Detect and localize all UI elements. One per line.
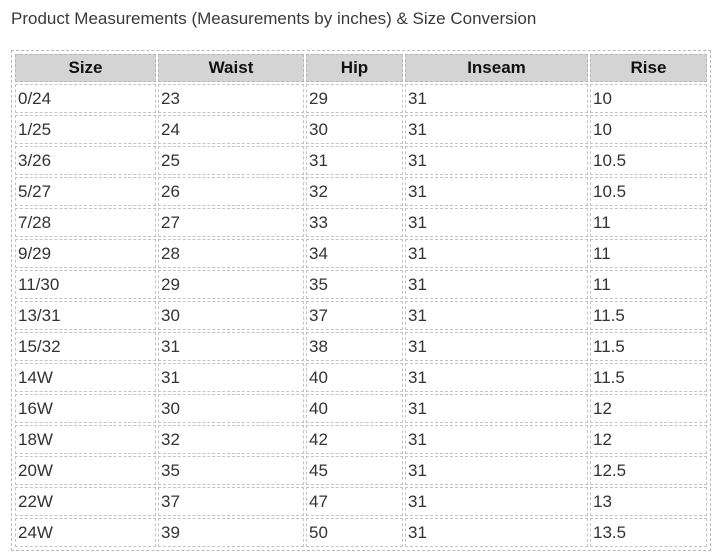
table-row xyxy=(15,208,707,237)
cell-size: 20W xyxy=(15,456,156,485)
header-row xyxy=(15,54,707,82)
cell-inseam: 31 xyxy=(405,270,588,299)
cell-size: 24W xyxy=(15,518,156,547)
cell-hip: 31 xyxy=(306,146,403,175)
cell-inseam: 31 xyxy=(405,456,588,485)
cell-rise: 13 xyxy=(590,487,707,516)
cell-waist: 37 xyxy=(158,487,304,516)
cell-hip: 42 xyxy=(306,425,403,454)
cell-rise: 10.5 xyxy=(590,177,707,206)
cell-waist: 31 xyxy=(158,332,304,361)
cell-rise: 11 xyxy=(590,270,707,299)
cell-size: 0/24 xyxy=(15,84,156,113)
cell-size: 18W xyxy=(15,425,156,454)
cell-inseam: 31 xyxy=(405,177,588,206)
cell-hip: 50 xyxy=(306,518,403,547)
cell-inseam: 31 xyxy=(405,487,588,516)
cell-inseam: 31 xyxy=(405,425,588,454)
cell-waist: 29 xyxy=(158,270,304,299)
cell-hip: 40 xyxy=(306,394,403,423)
table-row xyxy=(15,115,707,144)
cell-inseam: 31 xyxy=(405,239,588,268)
table-row xyxy=(15,518,707,547)
cell-hip: 37 xyxy=(306,301,403,330)
cell-inseam: 31 xyxy=(405,208,588,237)
cell-rise: 10 xyxy=(590,115,707,144)
cell-rise: 11.5 xyxy=(590,301,707,330)
column-header-size: Size xyxy=(15,54,156,82)
table-row xyxy=(15,239,707,268)
cell-waist: 23 xyxy=(158,84,304,113)
cell-rise: 11 xyxy=(590,239,707,268)
cell-size: 15/32 xyxy=(15,332,156,361)
cell-size: 1/25 xyxy=(15,115,156,144)
cell-inseam: 31 xyxy=(405,84,588,113)
column-header-rise: Rise xyxy=(590,54,707,82)
cell-waist: 32 xyxy=(158,425,304,454)
cell-waist: 24 xyxy=(158,115,304,144)
cell-size: 16W xyxy=(15,394,156,423)
cell-waist: 28 xyxy=(158,239,304,268)
cell-waist: 39 xyxy=(158,518,304,547)
cell-rise: 12 xyxy=(590,394,707,423)
cell-size: 3/26 xyxy=(15,146,156,175)
cell-rise: 12 xyxy=(590,425,707,454)
cell-hip: 33 xyxy=(306,208,403,237)
table-header xyxy=(15,54,707,82)
cell-inseam: 31 xyxy=(405,332,588,361)
page-title: Product Measurements (Measurements by inches) & Size Conversion xyxy=(11,9,537,28)
cell-inseam: 31 xyxy=(405,394,588,423)
table-row xyxy=(15,146,707,175)
cell-rise: 11.5 xyxy=(590,332,707,361)
table-row xyxy=(15,363,707,392)
table-row xyxy=(15,394,707,423)
table-body xyxy=(15,84,707,547)
cell-hip: 30 xyxy=(306,115,403,144)
table-row xyxy=(15,84,707,113)
cell-inseam: 31 xyxy=(405,518,588,547)
cell-size: 22W xyxy=(15,487,156,516)
cell-size: 14W xyxy=(15,363,156,392)
cell-waist: 25 xyxy=(158,146,304,175)
cell-rise: 10.5 xyxy=(590,146,707,175)
cell-rise: 12.5 xyxy=(590,456,707,485)
size-table xyxy=(13,52,709,549)
cell-inseam: 31 xyxy=(405,146,588,175)
cell-hip: 35 xyxy=(306,270,403,299)
cell-hip: 29 xyxy=(306,84,403,113)
cell-hip: 34 xyxy=(306,239,403,268)
cell-waist: 26 xyxy=(158,177,304,206)
table-row xyxy=(15,425,707,454)
cell-inseam: 31 xyxy=(405,115,588,144)
cell-size: 9/29 xyxy=(15,239,156,268)
cell-inseam: 31 xyxy=(405,301,588,330)
table-row xyxy=(15,177,707,206)
cell-inseam: 31 xyxy=(405,363,588,392)
cell-size: 5/27 xyxy=(15,177,156,206)
column-header-hip: Hip xyxy=(306,54,403,82)
cell-hip: 45 xyxy=(306,456,403,485)
cell-size: 13/31 xyxy=(15,301,156,330)
table-row xyxy=(15,301,707,330)
table-row xyxy=(15,270,707,299)
cell-waist: 30 xyxy=(158,394,304,423)
cell-waist: 35 xyxy=(158,456,304,485)
column-header-inseam: Inseam xyxy=(405,54,588,82)
table-row xyxy=(15,487,707,516)
size-chart xyxy=(11,50,711,551)
table-row xyxy=(15,456,707,485)
cell-hip: 47 xyxy=(306,487,403,516)
cell-hip: 32 xyxy=(306,177,403,206)
cell-size: 7/28 xyxy=(15,208,156,237)
cell-rise: 13.5 xyxy=(590,518,707,547)
cell-waist: 30 xyxy=(158,301,304,330)
cell-waist: 31 xyxy=(158,363,304,392)
cell-rise: 11.5 xyxy=(590,363,707,392)
column-header-waist: Waist xyxy=(158,54,304,82)
cell-hip: 38 xyxy=(306,332,403,361)
cell-rise: 10 xyxy=(590,84,707,113)
cell-rise: 11 xyxy=(590,208,707,237)
cell-size: 11/30 xyxy=(15,270,156,299)
cell-waist: 27 xyxy=(158,208,304,237)
table-row xyxy=(15,332,707,361)
cell-hip: 40 xyxy=(306,363,403,392)
